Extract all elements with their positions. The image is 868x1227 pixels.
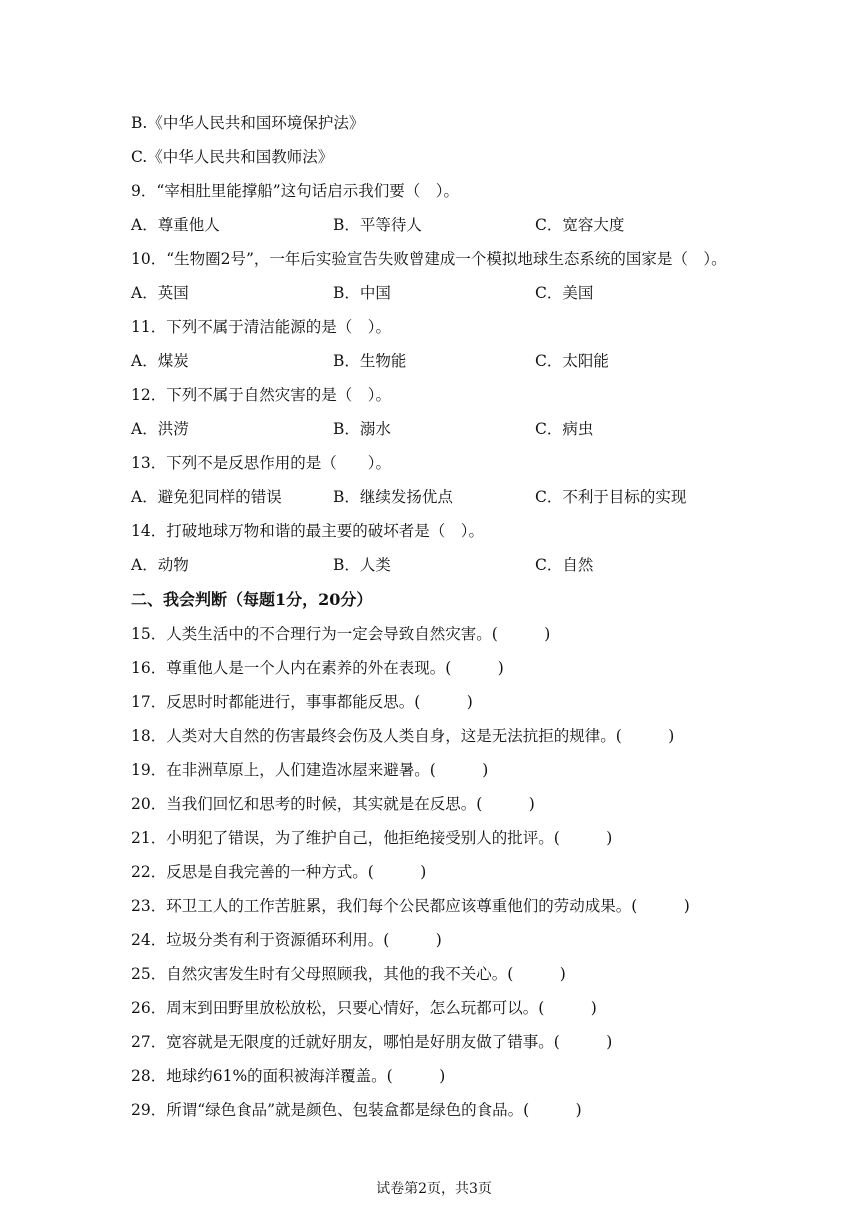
question-text: 12．下列不属于自然灾害的是（ ）。 — [131, 386, 391, 404]
question-text: 11．下列不属于清洁能源的是（ ）。 — [131, 318, 391, 336]
question-text: 13．下列不是反思作用的是（ ）。 — [131, 454, 391, 472]
option-a: A．煤炭 — [131, 352, 189, 370]
option-line: B.《中华人民共和国环境保护法》 — [131, 114, 365, 132]
question-text: 14．打破地球万物和谐的最主要的破坏者是（ ）。 — [131, 522, 484, 540]
judgment-question: 28．地球约61%的面积被海洋覆盖。( ) — [131, 1067, 446, 1085]
judgment-question: 26．周末到田野里放松放松，只要心情好，怎么玩都可以。( ) — [131, 999, 597, 1017]
options-row — [131, 283, 771, 303]
option-a: A．动物 — [131, 556, 189, 574]
judgment-question: 19．在非洲草原上，人们建造冰屋来避暑。( ) — [131, 761, 489, 779]
judgment-question: 24．垃圾分类有利于资源循环利用。( ) — [131, 931, 442, 949]
question-text: 9．“宰相肚里能撑船”这句话启示我们要（ ）。 — [131, 182, 459, 200]
judgment-question: 22．反思是自我完善的一种方式。( ) — [131, 863, 427, 881]
judgment-question: 23．环卫工人的工作苦脏累，我们每个公民都应该尊重他们的劳动成果。( ) — [131, 897, 690, 915]
option-a: A．洪涝 — [131, 420, 189, 438]
options-row — [131, 555, 771, 575]
option-a: A．避免犯同样的错误 — [131, 488, 282, 506]
option-b: B．溺水 — [333, 420, 391, 438]
judgment-question: 16．尊重他人是一个人内在素养的外在表现。( ) — [131, 659, 504, 677]
option-c: C．美国 — [535, 284, 594, 302]
option-b: B．人类 — [333, 556, 391, 574]
option-c: C．病虫 — [535, 420, 594, 438]
judgment-question: 25．自然灾害发生时有父母照顾我，其他的我不关心。( ) — [131, 965, 566, 983]
option-c: C．宽容大度 — [535, 216, 625, 234]
judgment-question: 27．宽容就是无限度的迁就好朋友，哪怕是好朋友做了错事。( ) — [131, 1033, 613, 1051]
page-footer: 试卷第2页，共3页 — [376, 1181, 492, 1197]
option-b: B．继续发扬优点 — [333, 488, 453, 506]
option-c: C．不利于目标的实现 — [535, 488, 687, 506]
option-b: B．中国 — [333, 284, 391, 302]
judgment-question: 21．小明犯了错误，为了维护自己，他拒绝接受别人的批评。( ) — [131, 829, 613, 847]
option-c: C．自然 — [535, 556, 594, 574]
judgment-question: 17．反思时时都能进行，事事都能反思。( ) — [131, 693, 473, 711]
question-text: 10．“生物圈2号”，一年后实验宣告失败曾建成一个模拟地球生态系统的国家是（ ）。 — [131, 250, 727, 268]
option-c: C．太阳能 — [535, 352, 609, 370]
section-title: 二、我会判断（每题1分，20分） — [131, 590, 373, 609]
option-a: A．英国 — [131, 284, 189, 302]
option-b: B．生物能 — [333, 352, 407, 370]
judgment-question: 15．人类生活中的不合理行为一定会导致自然灾害。( ) — [131, 625, 551, 643]
option-a: A．尊重他人 — [131, 216, 220, 234]
judgment-question: 29．所谓“绿色食品”就是颜色、包装盒都是绿色的食品。( ) — [131, 1101, 582, 1119]
judgment-question: 20．当我们回忆和思考的时候，其实就是在反思。( ) — [131, 795, 535, 813]
options-row — [131, 419, 771, 439]
options-row — [131, 351, 771, 371]
options-row — [131, 215, 771, 235]
option-b: B．平等待人 — [333, 216, 422, 234]
options-row — [131, 487, 771, 507]
judgment-question: 18．人类对大自然的伤害最终会伤及人类自身，这是无法抗拒的规律。( ) — [131, 727, 675, 745]
option-line: C.《中华人民共和国教师法》 — [131, 148, 334, 166]
